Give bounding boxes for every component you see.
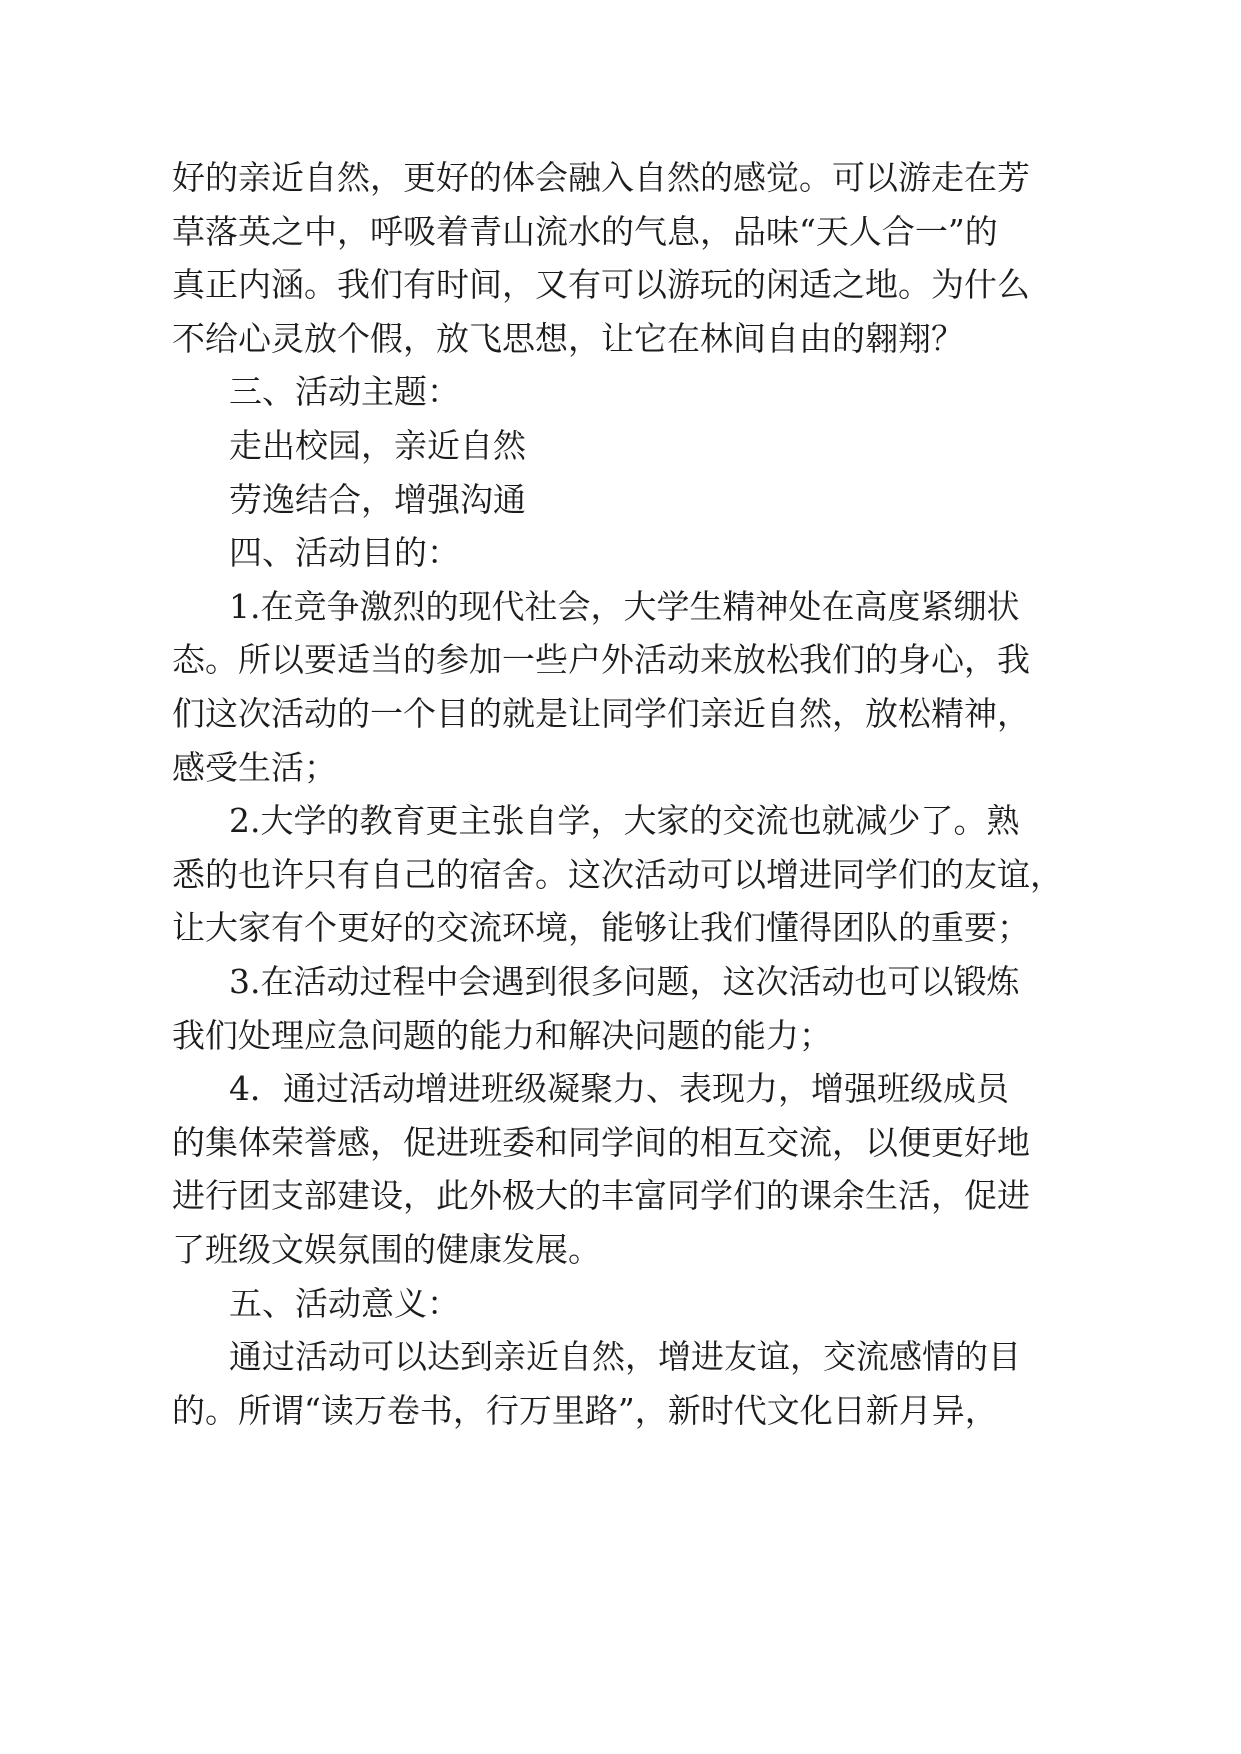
text-line-content: 进行团支部建设，此外极大的丰富同学们的课余生活，促进 (172, 1176, 1030, 1216)
text-line (0, 1327, 1241, 1387)
text-line (0, 1113, 1241, 1173)
text-line (0, 952, 1241, 1012)
text-line-content: 五、活动意义： (229, 1283, 460, 1323)
text-line (0, 1006, 1241, 1066)
text-line (0, 523, 1241, 583)
text-line-content: 们这次活动的一个目的就是让同学们亲近自然，放松精神， (172, 694, 1030, 733)
text-line-content: 真正内涵。我们有时间，又有可以游玩的闲适之地。为什么 (172, 265, 1030, 305)
text-line (0, 738, 1241, 798)
text-line (0, 791, 1241, 851)
text-line-content: 悉的也许只有自己的宿舍。这次活动可以增进同学们的友谊， (172, 854, 1063, 894)
text-line (0, 1381, 1241, 1441)
text-line-content: 2.大学的教育更主张自学，大家的交流也就减少了。熟 (229, 801, 1020, 841)
text-line (0, 148, 1241, 208)
text-line-content: 好的亲近自然，更好的体会融入自然的感觉。可以游走在芳 (172, 158, 1030, 197)
text-line (0, 630, 1241, 690)
text-line-content: 走出校园，亲近自然 (229, 426, 526, 465)
text-line (0, 255, 1241, 315)
text-line (0, 845, 1241, 905)
text-line-content: 的集体荣誉感，促进班委和同学间的相互交流，以便更好地 (172, 1122, 1030, 1162)
text-line-content: 让大家有个更好的交流环境，能够让我们懂得团队的重要； (172, 908, 1030, 948)
text-line (0, 1059, 1241, 1119)
text-line-content: 四、活动目的： (229, 533, 460, 573)
text-line (0, 1274, 1241, 1334)
text-line-content: 感受生活； (172, 747, 337, 787)
text-line-content: 我们处理应急问题的能力和解决问题的能力； (172, 1015, 832, 1055)
text-line-content: 1.在竞争激烈的现代社会，大学生精神处在高度紧绷状 (229, 586, 1020, 626)
text-line-content: 三、活动主题： (229, 372, 460, 412)
text-line (0, 362, 1241, 422)
text-line (0, 1220, 1241, 1280)
text-line-content: 通过活动可以达到亲近自然，增进友谊，交流感情的目 (229, 1337, 1021, 1377)
text-line (0, 470, 1241, 530)
text-line (0, 577, 1241, 637)
text-line (0, 1166, 1241, 1226)
text-line-content: 草落英之中，呼吸着青山流水的气息，品味“天人合一”的 (172, 211, 998, 251)
text-line-content: 了班级文娱氛围的健康发展。 (172, 1230, 601, 1269)
text-line-content: 的。所谓“读万卷书，行万里路”，新时代文化日新月异， (172, 1390, 998, 1430)
text-line (0, 416, 1241, 476)
text-line-content: 态。所以要适当的参加一些户外活动来放松我们的身心，我 (172, 640, 1030, 680)
text-line (0, 309, 1241, 369)
text-line (0, 684, 1241, 744)
text-line-content: 劳逸结合，增强沟通 (229, 479, 526, 519)
text-line (0, 202, 1241, 262)
text-line-content: 4．通过活动增进班级凝聚力、表现力，增强班级成员 (229, 1069, 1009, 1109)
text-line-content: 3.在活动过程中会遇到很多问题，这次活动也可以锻炼 (229, 962, 1020, 1001)
text-line (0, 898, 1241, 958)
text-line-content: 不给心灵放个假，放飞思想，让它在林间自由的翱翔？ (172, 318, 964, 358)
